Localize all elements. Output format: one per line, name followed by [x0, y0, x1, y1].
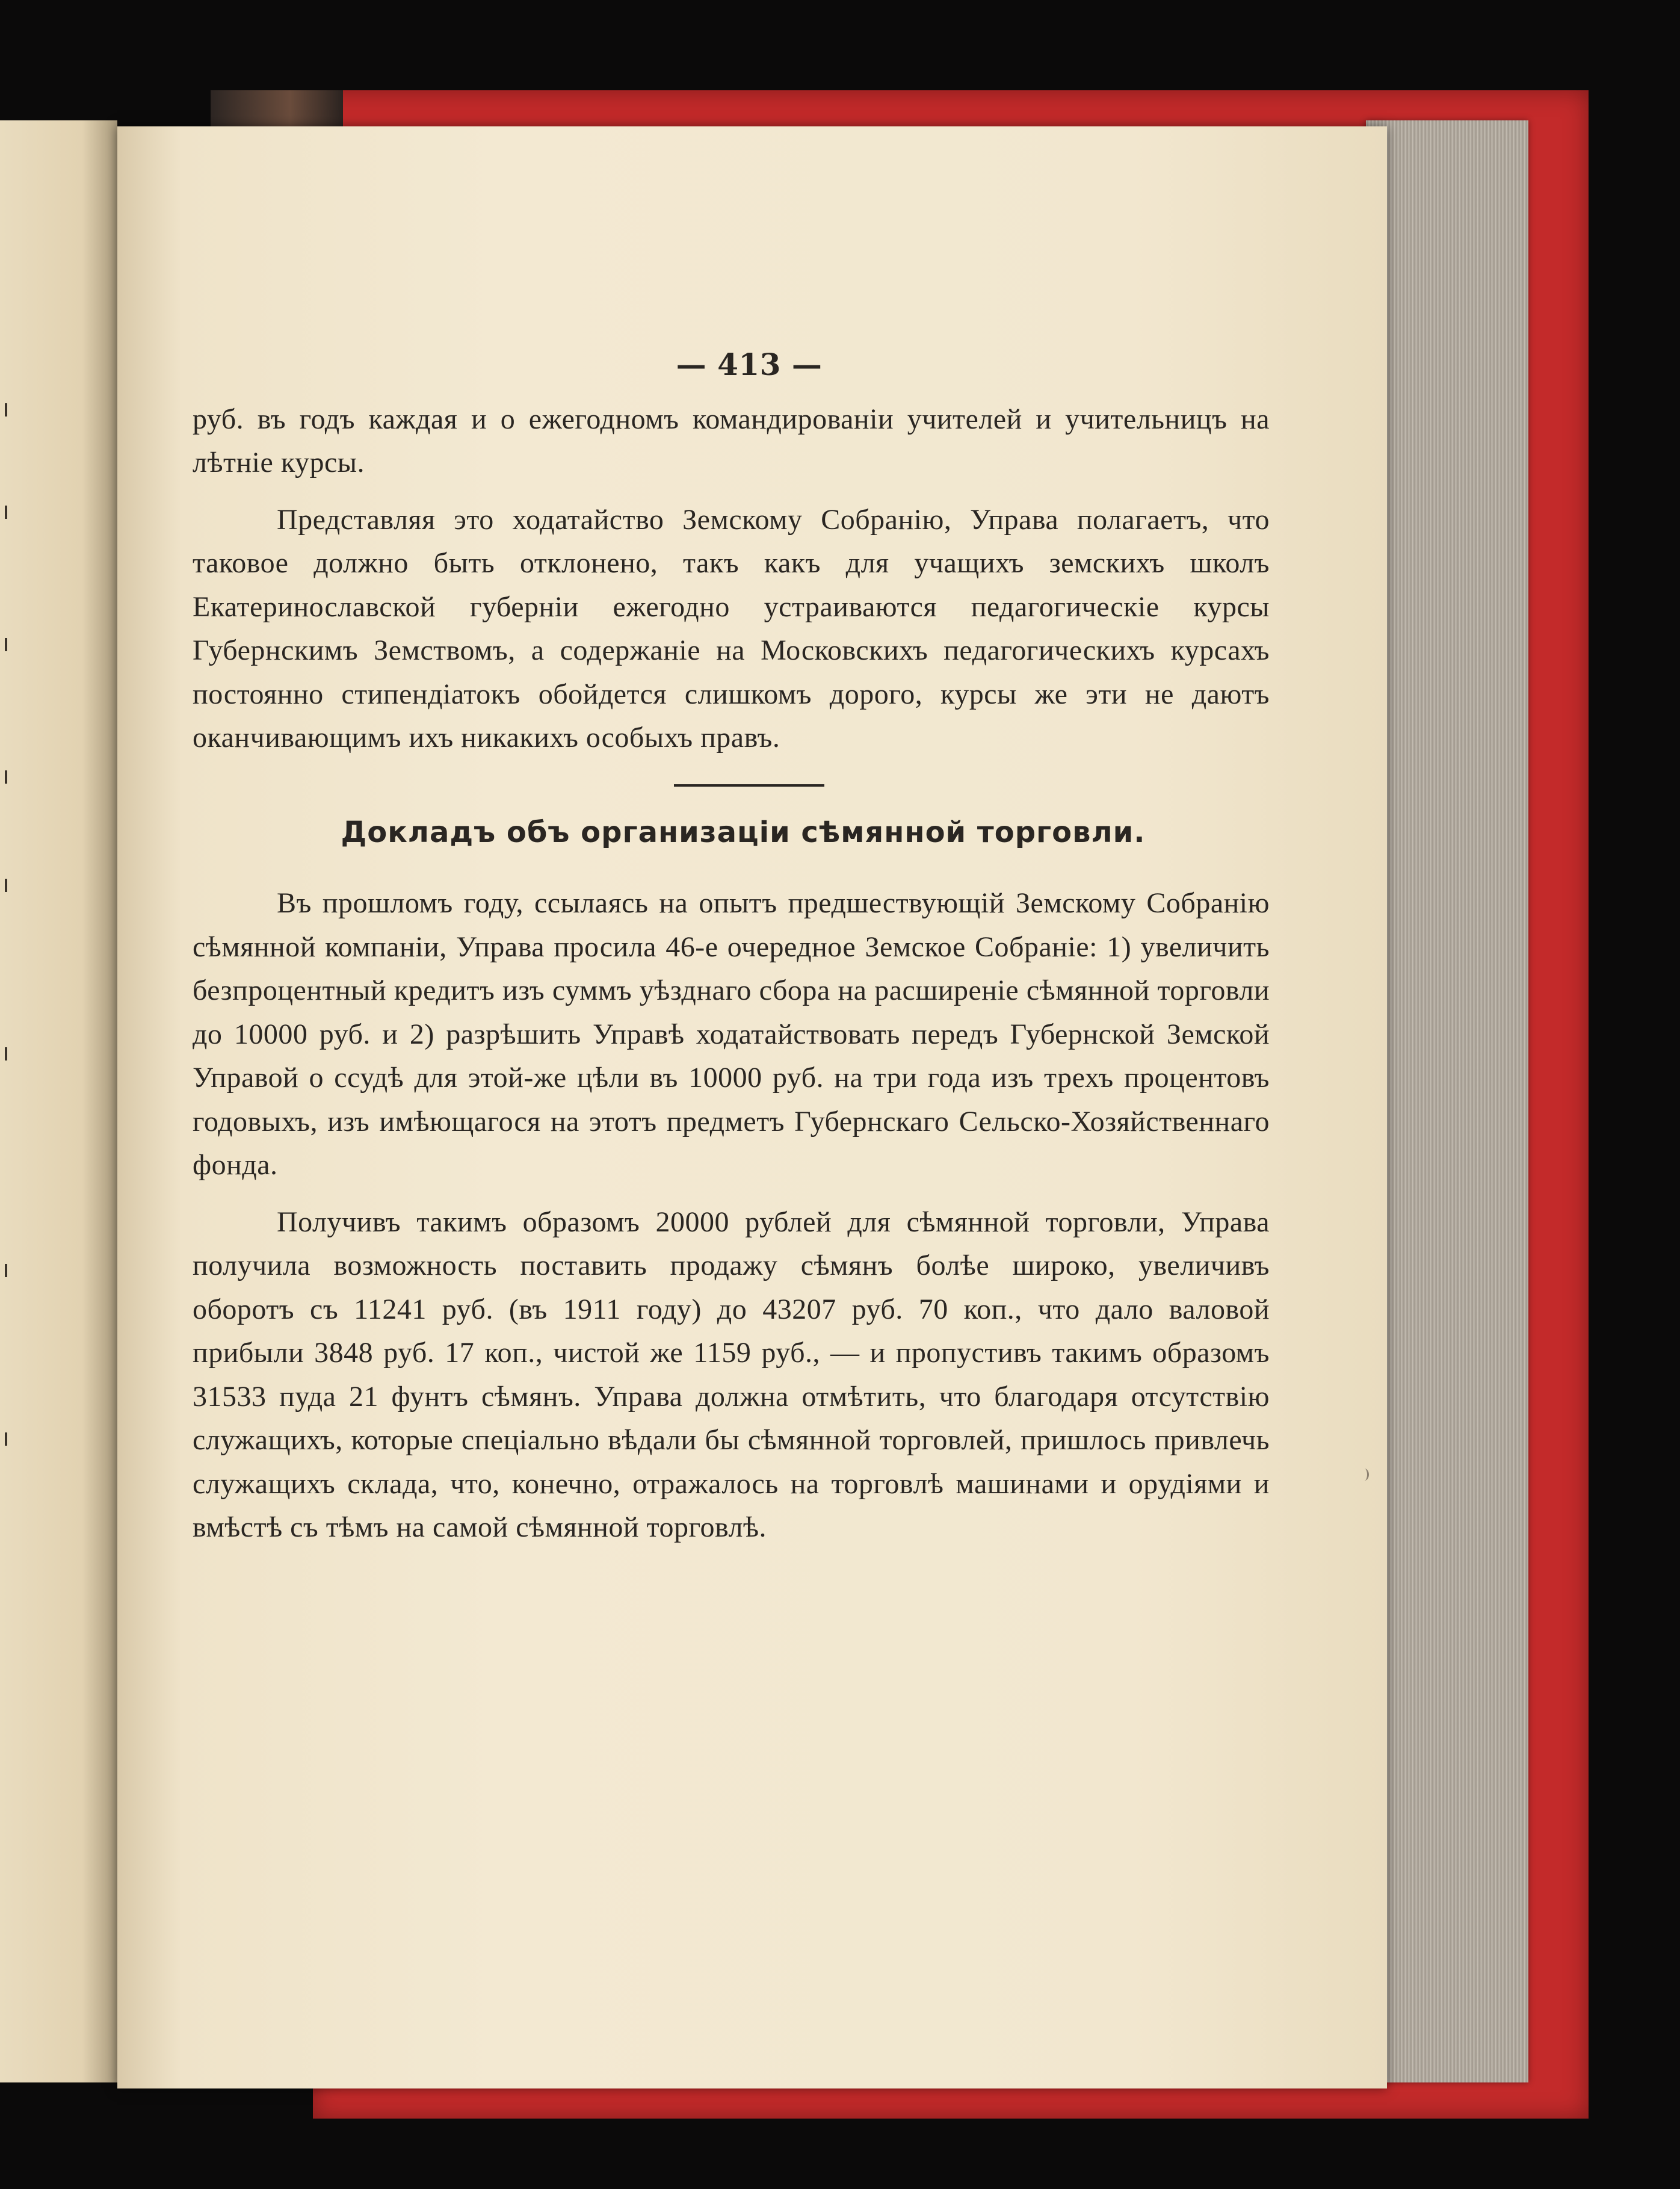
- previous-page: [0, 120, 117, 2082]
- text-fragment: [5, 506, 16, 519]
- text-fragment: [5, 1264, 16, 1277]
- page-edges: [1366, 120, 1528, 2082]
- paragraph: Представляя это ходатайство Земскому Собранію, Управа полагаетъ, что таковое должно быть отклонено, такъ какъ для учащихъ земскихъ школъ Екатеринославской губерніи ежегодно устраиваются педагогическіе курсы Губернскимъ Земствомъ, а содержаніе на Московскихъ педагогическихъ курсахъ постоянно стипендіатокъ обойдется слишкомъ дорого, курсы же эти не даютъ оканчивающимъ ихъ никакихъ особыхъ правъ.: [193, 503, 1270, 754]
- book-page: [117, 126, 1387, 2088]
- paper-mark: [1360, 1469, 1369, 1481]
- section-rule: [674, 784, 824, 787]
- text-fragment: [5, 770, 16, 784]
- text-fragment: [5, 1047, 16, 1060]
- text-fragment: [5, 638, 16, 651]
- paragraph: руб. въ годъ каждая и о ежегодномъ командированіи учителей и учительницъ на лѣтніе курсы.: [193, 403, 1270, 478]
- text-fragment: [5, 879, 16, 892]
- page-content: [193, 343, 1270, 1550]
- text-fragment: [5, 403, 16, 416]
- page-number: — 413 —: [676, 347, 823, 382]
- section-heading: Докладъ объ организаціи сѣмянной торговли.: [341, 815, 1146, 849]
- text-fragment: [5, 1432, 16, 1446]
- paragraph: Въ прошломъ году, ссылаясь на опытъ предшествующій Земскому Собранію сѣмянной компаніи, Управа просила 46-е очередное Земское Собраніе: 1) увеличить безпроцентный кредитъ изъ суммъ уѣзднаго сбора на расширеніе сѣмянной торговли до 10000 руб. и 2) разрѣшить Управѣ ходатайствовать передъ Губернской Земской Управой о ссудѣ для этой-же цѣли въ 10000 руб. на три года изъ трехъ процентовъ годовыхъ, изъ имѣющагося на этотъ предметъ Губернскаго Сельско-Хозяйственнаго фонда.: [193, 887, 1270, 1181]
- paragraph: Получивъ такимъ образомъ 20000 рублей для сѣмянной торговли, Управа получила возможность поставить продажу сѣмянъ болѣе широко, увеличивъ оборотъ съ 11241 руб. (въ 1911 году) до 43207 руб. 70 коп., что дало валовой прибыли 3848 руб. 17 коп., чистой же 1159 руб., — и пропустивъ такимъ образомъ 31533 пуда 21 фунтъ сѣмянъ. Управа должна отмѣтить, что благодаря отсутствію служащихъ, которые спеціально вѣдали бы сѣмянной торговлей, пришлось привлечь служащихъ склада, что, конечно, отражалось на торговлѣ машинами и орудіями и вмѣстѣ съ тѣмъ на самой сѣмянной торговлѣ.: [193, 1206, 1270, 1543]
